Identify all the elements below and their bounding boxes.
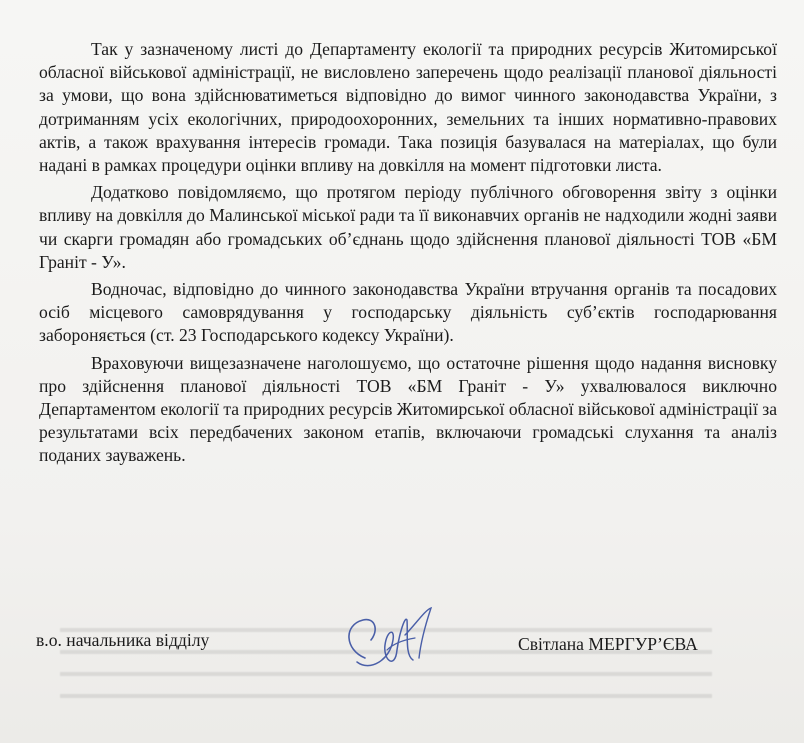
signature-block xyxy=(0,600,804,700)
letter-body xyxy=(39,38,777,472)
position-title: в.о. начальника відділу xyxy=(36,630,210,650)
signer-name: Світлана МЕРГУР’ЄВА xyxy=(518,634,698,654)
paragraph-2: Додатково повідомляємо, що протягом періоду публічного обговорення звіту з оцінки впливу на довкілля до Малинської міської ради та її виконавчих органів не надходили жодні заяви чи скарги громадян або громадських об’єднань щодо здійснення планової діяльності ТОВ «БМ Граніт - У». xyxy=(39,182,777,272)
paragraph-4: Враховуючи вищезазначене наголошуємо, що остаточне рішення щодо надання висновку про здійснення планової діяльності ТОВ «БМ Граніт - У» ухвалювалося виключно Департаментом екології та природних ресурсів Житомирської обласної військової адміністрації за результатами всіх передбачених законом етапів, включаючи громадські слухання та аналіз поданих зауважень. xyxy=(39,352,777,466)
handwritten-signature xyxy=(335,600,445,690)
paragraph-1: Так у зазначеному листі до Департаменту екології та природних ресурсів Житомирської обласної військової адміністрації, не висловлено заперечень щодо реалізації планової діяльності за умови, що вона здійснюватиметься відповідно до вимог чинного законодавства України, з дотриманням усіх екологічних, природоохоронних, земельних та інших нормативно-правових актів, а також врахування інтересів громади. Така позиція базувалася на матеріалах, що були надані в рамках процедури оцінки впливу на довкілля на момент підготовки листа. xyxy=(39,39,777,176)
paragraph-3: Водночас, відповідно до чинного законодавства України втручання органів та посадових осіб місцевого самоврядування у господарську діяльність суб’єктів господарювання забороняється (ст. 23 Господарського кодексу України). xyxy=(39,279,777,346)
